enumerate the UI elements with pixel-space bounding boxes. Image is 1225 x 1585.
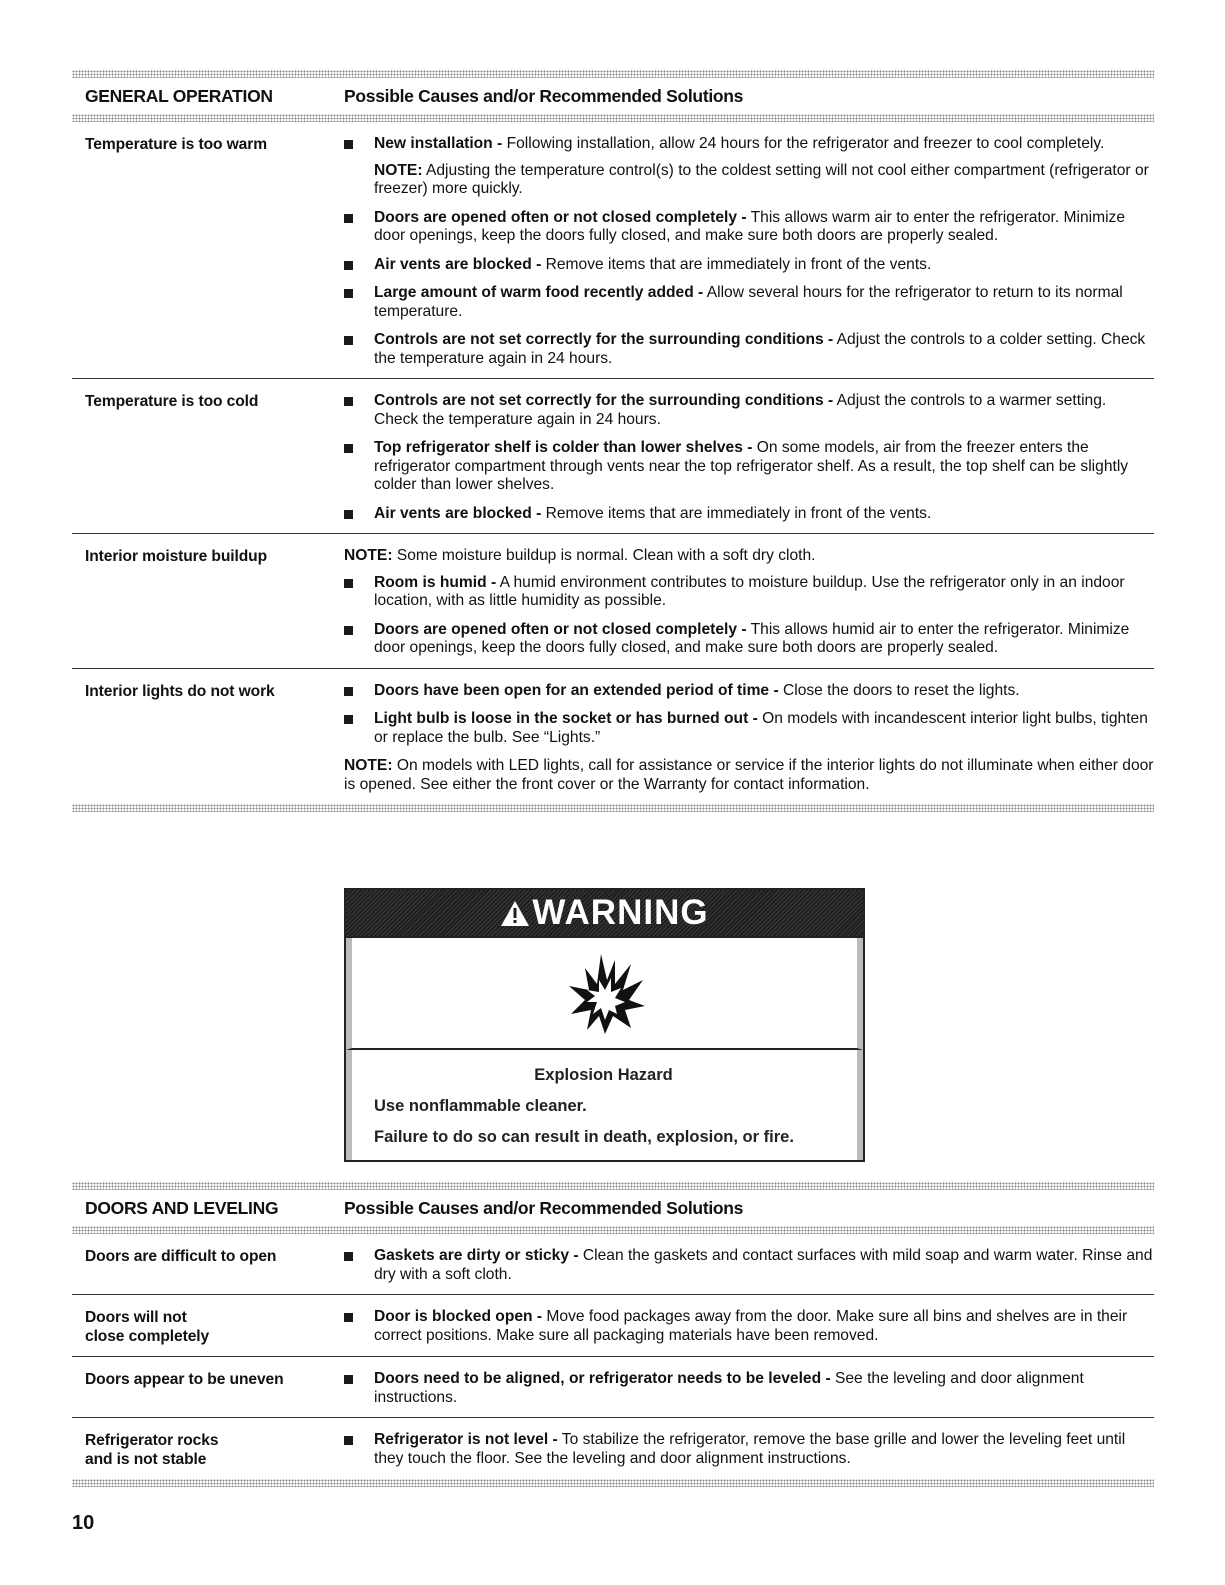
bullet-icon xyxy=(344,214,353,223)
list-item: Doors are opened often or not closed completely - This allows humid air to enter the refrigerator. Minimize door openings, keep the doors fully closed, and make sure both doors are properly sealed. xyxy=(344,621,1154,658)
solutions-cell xyxy=(344,1308,1154,1346)
bullet-icon xyxy=(344,140,353,149)
table-row xyxy=(72,1357,1154,1418)
section-header xyxy=(72,1190,1154,1226)
problem-label: Refrigerator rocks and is not stable xyxy=(85,1432,219,1468)
solutions-cell xyxy=(344,135,1154,368)
warning-triangle-icon xyxy=(500,899,530,927)
list-item: Controls are not set correctly for the surrounding conditions - Adjust the controls to a warmer setting. Check the temperature again in 24 hours. xyxy=(344,392,1154,429)
bullet-icon xyxy=(344,687,353,696)
list-item: Doors are opened often or not closed completely - This allows warm air to enter the refrigerator. Minimize door openings, keep the doors fully closed, and make sure both doors are properly sealed. xyxy=(344,209,1154,246)
bullet-icon xyxy=(344,336,353,345)
hazard-title: Explosion Hazard xyxy=(534,1066,673,1084)
problem-label: Temperature is too warm xyxy=(85,136,267,153)
list-item: Doors need to be aligned, or refrigerator needs to be leveled - See the leveling and door alignment instructions. xyxy=(344,1370,1154,1407)
section-title: GENERAL OPERATION xyxy=(85,85,273,106)
table-row xyxy=(72,1234,1154,1295)
warning-line: Failure to do so can result in death, explosion, or fire. xyxy=(374,1128,794,1146)
problem-label: Interior moisture buildup xyxy=(85,548,268,565)
table-row xyxy=(72,1418,1154,1479)
list-item: Top refrigerator shelf is colder than lower shelves - On some models, air from the freezer enters the refrigerator compartment through vents near the top refrigerator shelf. As a result, the top shelf can be slightly colder than lower shelves. xyxy=(344,439,1154,495)
bullet-icon xyxy=(344,397,353,406)
list-item: Air vents are blocked - Remove items that are immediately in front of the vents. xyxy=(344,256,1154,275)
solutions-cell xyxy=(344,1247,1154,1284)
column-title: Possible Causes and/or Recommended Solutions xyxy=(344,85,744,106)
doors-leveling-section xyxy=(72,1182,1154,1487)
bullet-icon xyxy=(344,1436,353,1445)
list-item: Large amount of warm food recently added - Allow several hours for the refrigerator to return to its normal temperature. xyxy=(344,284,1154,321)
bullet-icon xyxy=(344,289,353,298)
note: NOTE: Some moisture buildup is normal. Clean with a soft dry cloth. xyxy=(344,547,816,564)
warning-text xyxy=(346,1050,863,1160)
note: NOTE: On models with LED lights, call for assistance or service if the interior lights do not illuminate when either door is opened. See either the front cover or the Warranty for contact information. xyxy=(344,757,1154,793)
dotted-rule xyxy=(72,114,1154,122)
dotted-rule xyxy=(72,804,1154,812)
section-title: DOORS AND LEVELING xyxy=(85,1197,279,1218)
table-row xyxy=(72,1295,1154,1357)
list-item: Room is humid - A humid environment contributes to moisture buildup. Use the refrigerator only in an indoor location, with as little humidity as possible. xyxy=(344,574,1154,611)
list-item: Gaskets are dirty or sticky - Clean the gaskets and contact surfaces with mild soap and warm water. Rinse and dry with a soft cloth. xyxy=(344,1247,1154,1284)
warning-header xyxy=(346,890,863,938)
list-item: Light bulb is loose in the socket or has burned out - On models with incandescent interior light bulbs, tighten or replace the bulb. See “Lights.” xyxy=(344,710,1154,747)
solutions-cell xyxy=(344,1370,1154,1407)
solutions-cell xyxy=(344,682,1154,795)
table-row xyxy=(72,534,1154,669)
bullet-icon xyxy=(344,444,353,453)
list-item: New installation - Following installation, allow 24 hours for the refrigerator and freezer to cool completely. xyxy=(344,135,1154,154)
problem-label: Doors are difficult to open xyxy=(85,1248,277,1265)
note: NOTE: Adjusting the temperature control(s) to the coldest setting will not cool either compartment (refrigerator or freezer) more quickly. xyxy=(374,161,1149,197)
bullet-icon xyxy=(344,510,353,519)
warning-heading: WARNING xyxy=(532,893,709,932)
solutions-cell xyxy=(344,547,1154,658)
warning-line: Use nonflammable cleaner. xyxy=(374,1097,587,1115)
dotted-rule xyxy=(72,70,1154,78)
list-item: Refrigerator is not level - To stabilize the refrigerator, remove the base grille and lower the leveling feet until they touch the floor. See the leveling and door alignment instructions. xyxy=(344,1431,1154,1468)
problem-label: Doors appear to be uneven xyxy=(85,1371,284,1388)
bullet-icon xyxy=(344,1252,353,1261)
table-row xyxy=(72,379,1154,534)
list-item: Air vents are blocked - Remove items that are immediately in front of the vents. xyxy=(344,505,1154,524)
bullet-icon xyxy=(344,261,353,270)
list-item: Controls are not set correctly for the surrounding conditions - Adjust the controls to a colder setting. Check the temperature again in 24 hours. xyxy=(344,331,1154,368)
dotted-rule xyxy=(72,1479,1154,1487)
problem-label: Interior lights do not work xyxy=(85,682,275,700)
table-row xyxy=(72,669,1154,805)
general-operation-section xyxy=(72,70,1154,812)
bullet-icon xyxy=(344,579,353,588)
page-number: 10 xyxy=(72,1512,95,1534)
warning-box xyxy=(344,888,865,1162)
dotted-rule xyxy=(72,1226,1154,1234)
bullet-icon xyxy=(344,626,353,635)
problem-label: Temperature is too cold xyxy=(85,393,259,410)
bullet-icon xyxy=(344,1375,353,1384)
solutions-cell xyxy=(344,1431,1154,1469)
hazard-icon-area xyxy=(346,938,863,1050)
list-item: Doors have been open for an extended period of time - Close the doors to reset the lights. xyxy=(344,682,1154,701)
solutions-cell xyxy=(344,392,1154,523)
dotted-rule xyxy=(72,1182,1154,1190)
bullet-icon xyxy=(344,1313,353,1322)
list-item: Door is blocked open - Move food packages away from the door. Make sure all bins and shelves are in their correct positions. Make sure all packaging materials have been removed. xyxy=(344,1308,1154,1345)
table-row xyxy=(72,122,1154,379)
section-header xyxy=(72,78,1154,114)
problem-label: Doors will not close completely xyxy=(85,1309,210,1345)
column-title: Possible Causes and/or Recommended Solutions xyxy=(344,1197,744,1218)
explosion-icon xyxy=(555,950,655,1036)
bullet-icon xyxy=(344,715,353,724)
